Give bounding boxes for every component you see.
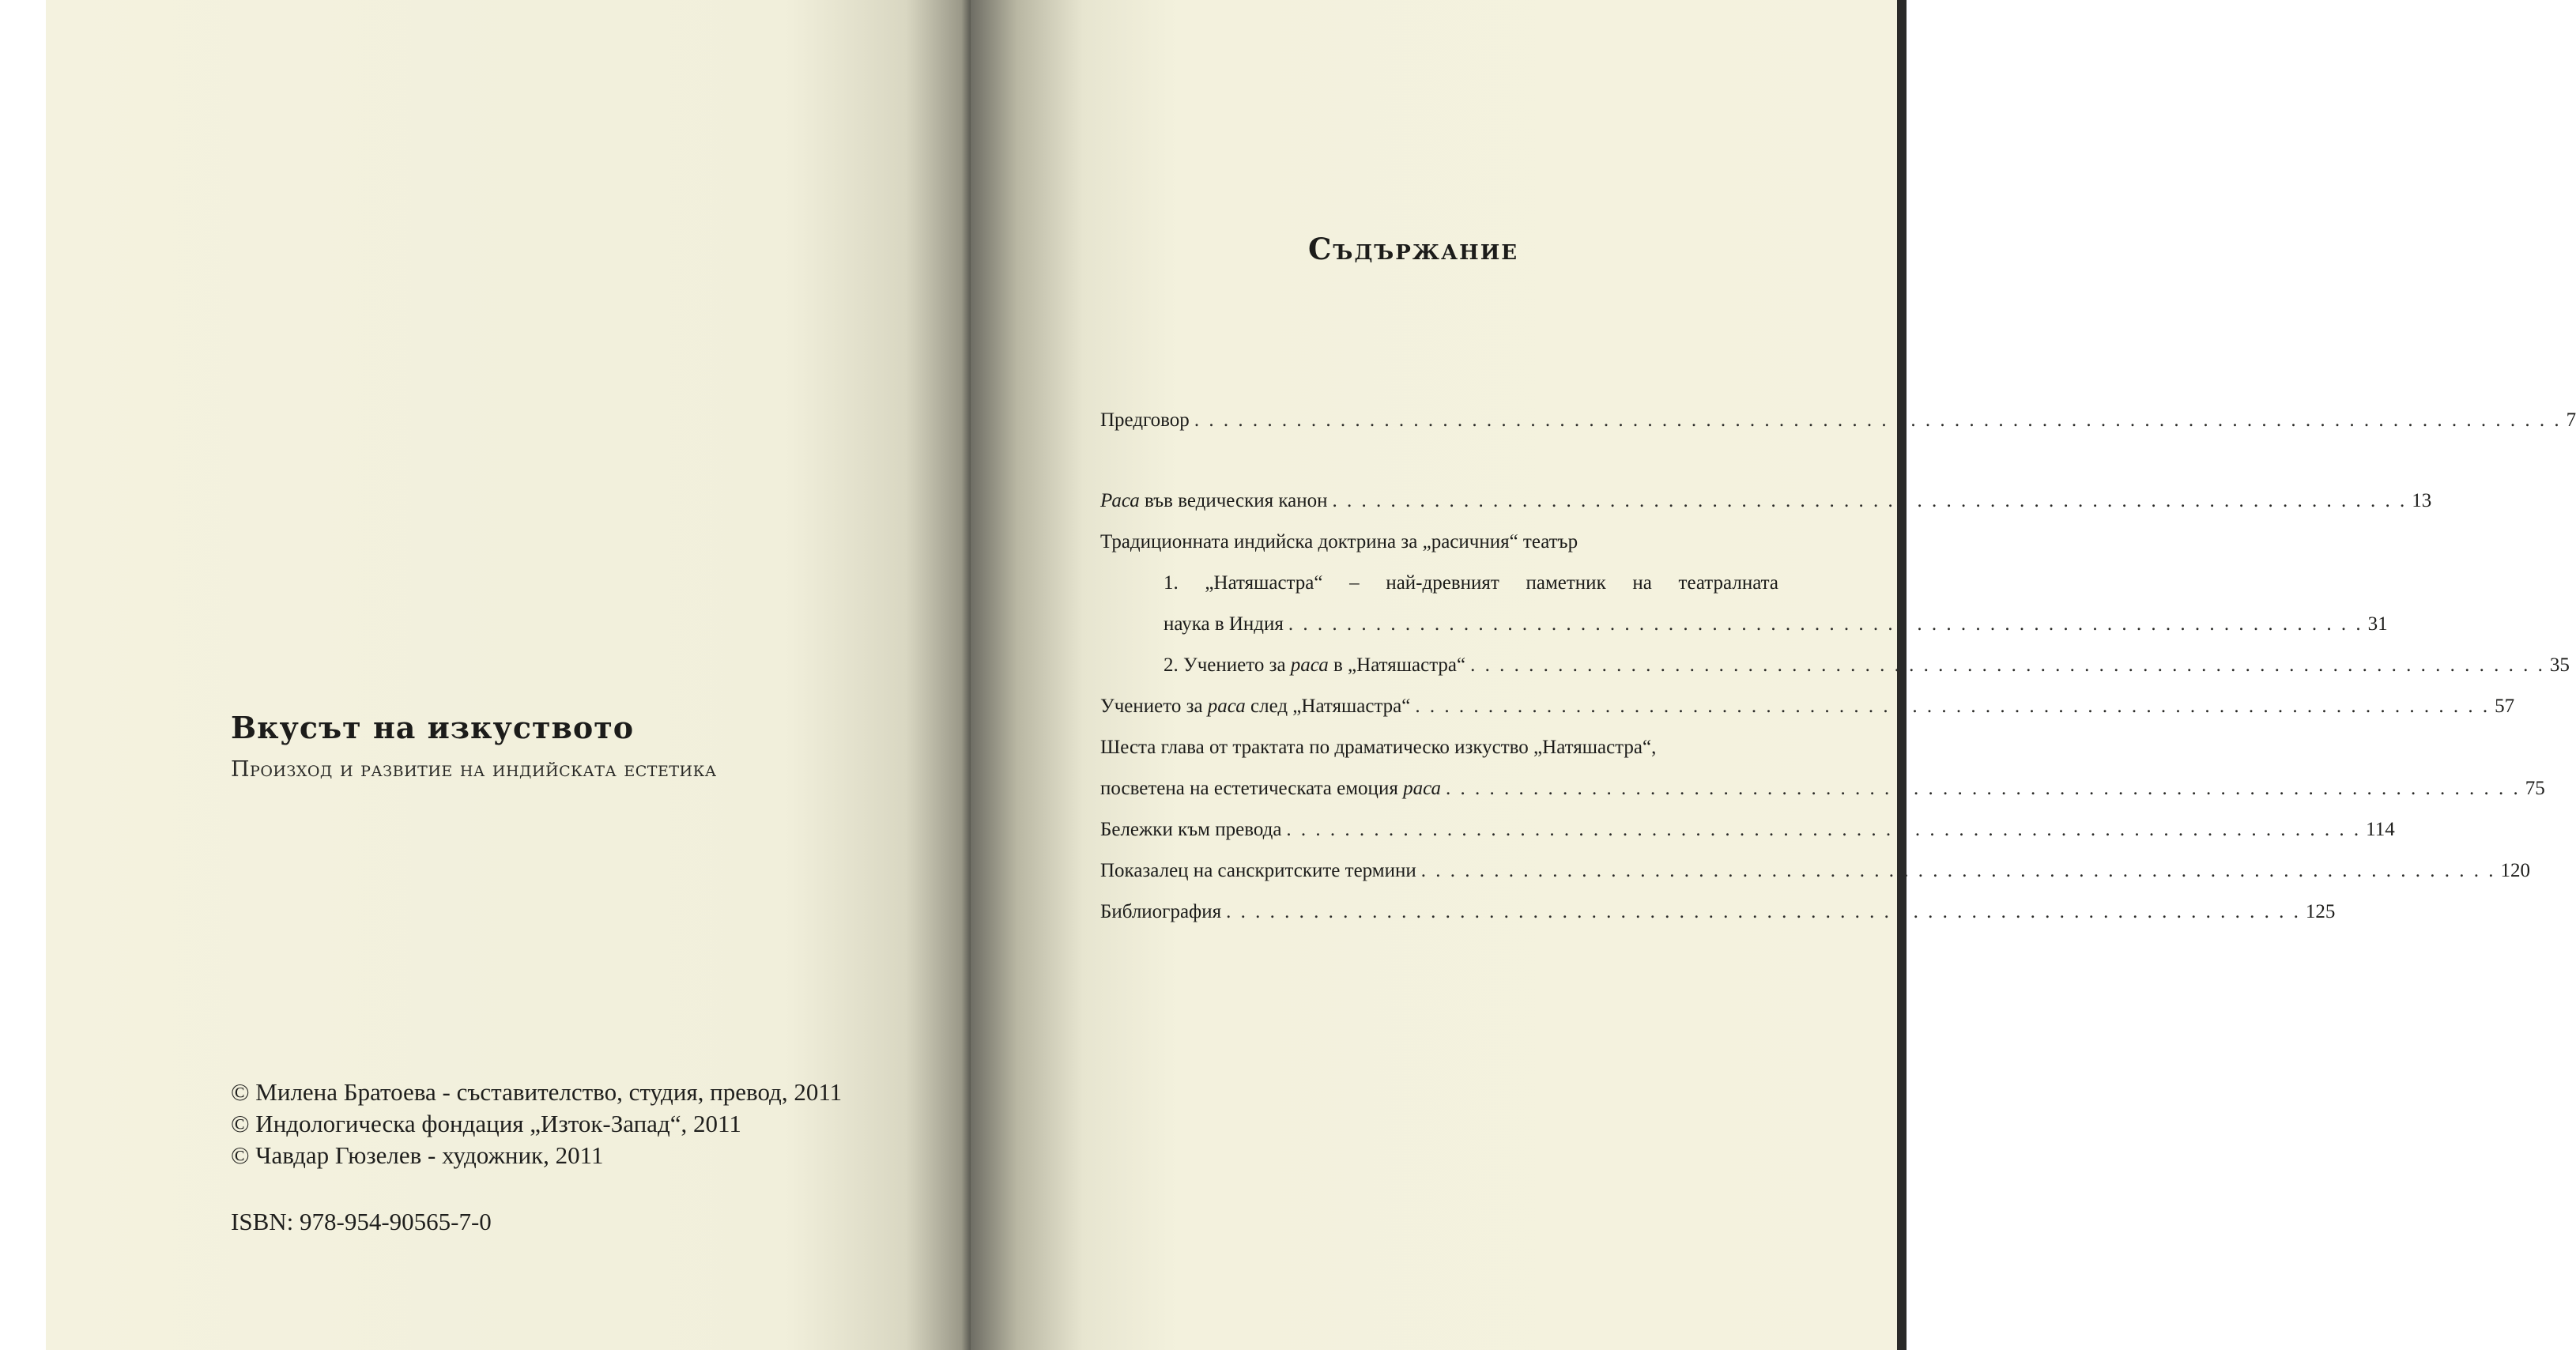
dot-leader: . . . . . . . . . . . . . . . . . . . . . . . . . . . . . . . . . . . . . . . . . . . . . . . . . . . . . . . . . . . . . . . . . . . . . . . . . .	[1420, 860, 2496, 881]
toc-entry-page: 13	[2412, 490, 2432, 511]
book-subtitle: Произход и развитие на индийската естетика	[231, 757, 717, 782]
toc-entry-label: 2. Учението за раса в „Натяшастра“	[1164, 654, 1466, 676]
toc-entry-page: 35	[2549, 654, 2570, 676]
toc-entry-label: наука в Индия	[1164, 613, 1284, 635]
toc-entry	[1100, 901, 2336, 923]
toc-entry-page: 114	[2366, 819, 2395, 840]
toc-entry-label: Бележки към превода	[1100, 819, 1282, 840]
copyright-line: © Индологическа фондация „Изток-Запад“, 2011	[231, 1110, 741, 1137]
toc-entry-page: 31	[2367, 613, 2388, 635]
dot-leader: . . . . . . . . . . . . . . . . . . . . . . . . . . . . . . . . . . . . . . . . . . . . . . . . . . . . . . . . . . . . . . . . . . . . . . . . . .	[1415, 696, 2491, 717]
toc-entry	[1164, 654, 2570, 677]
toc-entry-label: Предговор	[1100, 409, 1190, 431]
toc-entry	[1100, 819, 2395, 841]
toc-entry-label: посветена на естетическата емоция раса	[1100, 778, 1442, 799]
toc-entry	[1100, 409, 2576, 432]
toc-entry-label: Библиография	[1100, 901, 1222, 922]
toc-entry-label: Раса във ведическия канон	[1100, 490, 1328, 511]
toc-entry-page: 75	[2525, 778, 2545, 799]
toc-entry	[1100, 490, 2432, 512]
toc-entry-page: 57	[2495, 696, 2515, 717]
toc-entry-page: 120	[2500, 860, 2531, 881]
toc-entry	[1100, 778, 2545, 800]
isbn: ISBN: 978-954-90565-7-0	[231, 1208, 492, 1235]
copyright-block	[231, 1077, 842, 1171]
toc-entry	[1164, 613, 2388, 635]
dot-leader: . . . . . . . . . . . . . . . . . . . . . . . . . . . . . . . . . . . . . . . . . . . . . . . . . . . . . . . . . . . . . . . . . . . . . . . . . .	[1332, 490, 2408, 511]
dot-leader: . . . . . . . . . . . . . . . . . . . . . . . . . . . . . . . . . . . . . . . . . . . . . . . . . . . . . . . . . . . . . . . . . . . . . . . . . .	[1446, 778, 2521, 799]
toc-entry-label: Учението за раса след „Натяшастра“	[1100, 696, 1411, 717]
toc-entry	[1100, 860, 2531, 882]
toc-entry-label: Традиционната индийска доктрина за „расичния“ театър	[1100, 531, 1578, 552]
toc-entry-label: 1. „Натяшастра“ – най-древният паметник на театралната	[1164, 572, 1778, 594]
dot-leader: . . . . . . . . . . . . . . . . . . . . . . . . . . . . . . . . . . . . . . . . . . . . . . . . . . . . . . . . . . . . . . . . . . . . . . . . . .	[1288, 613, 2363, 635]
toc-entry-label: Показалец на санскритските термини	[1100, 860, 1416, 881]
book-title: Вкусът на изкуството	[231, 710, 635, 745]
toc-entry-page: 125	[2305, 901, 2336, 922]
toc-entry-page: 7	[2566, 409, 2576, 431]
dot-leader: . . . . . . . . . . . . . . . . . . . . . . . . . . . . . . . . . . . . . . . . . . . . . . . . . . . . . . . . . . . . . . . . . . . . . . . . . .	[1286, 819, 2362, 840]
copyright-line: © Чавдар Гюзелев - художник, 2011	[231, 1141, 604, 1169]
toc-heading: Съдържание	[1308, 232, 1519, 266]
copyright-line: © Милена Братоева - съставителство, студия, превод, 2011	[231, 1078, 843, 1106]
dot-leader: . . . . . . . . . . . . . . . . . . . . . . . . . . . . . . . . . . . . . . . . . . . . . . . . . . . . . . . . . . . . . . . . . . . . . . . . . .	[1226, 901, 2301, 922]
toc-entry	[1100, 696, 2515, 718]
toc-entry-label: Шеста глава от трактата по драматическо изкуство „Натяшастра“,	[1100, 737, 1657, 758]
dot-leader: . . . . . . . . . . . . . . . . . . . . . . . . . . . . . . . . . . . . . . . . . . . . . . . . . . . . . . . . . . . . . . . . . . . . . . . . . . . . . . . . . . . . . . . . . . . . . .	[1194, 409, 2562, 431]
dot-leader: . . . . . . . . . . . . . . . . . . . . . . . . . . . . . . . . . . . . . . . . . . . . . . . . . . . . . . . . . . . . . . . . . . . . . . . . . .	[1470, 654, 2545, 676]
